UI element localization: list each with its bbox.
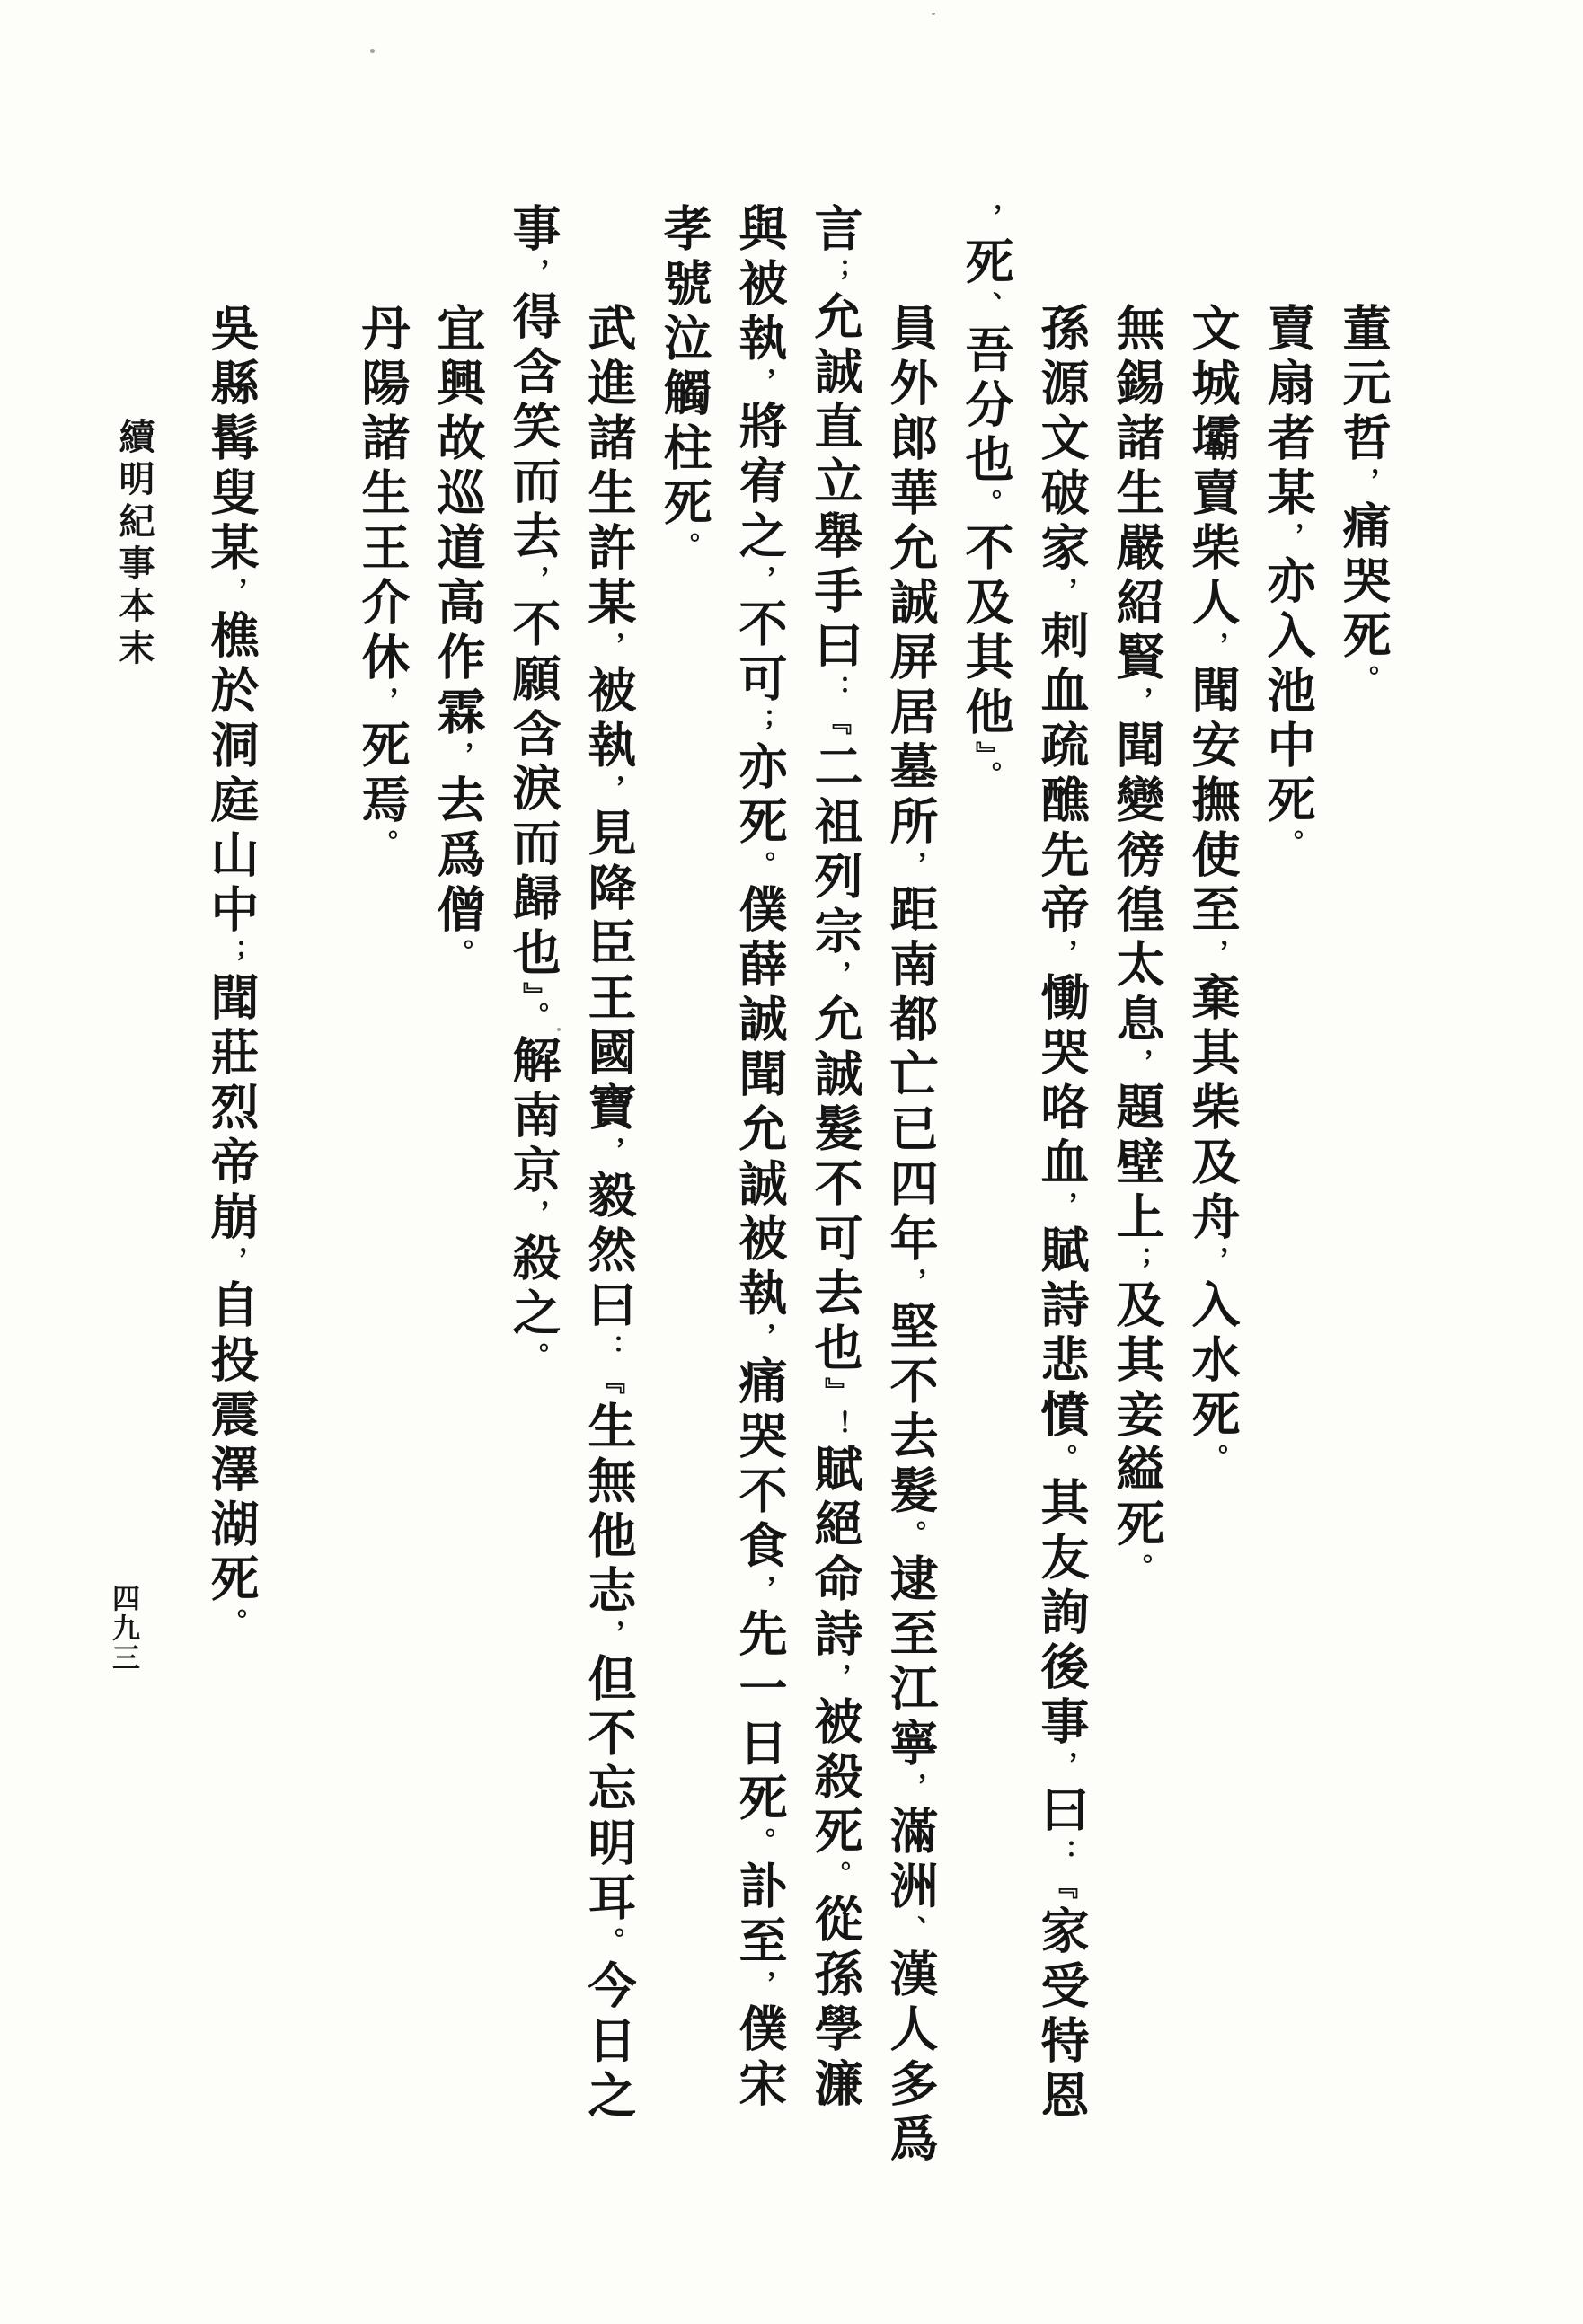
punctuation: 。 <box>217 1608 246 1641</box>
punctuation: 』 <box>518 982 548 1002</box>
punctuation: ， <box>971 203 1001 236</box>
text-column: 賣扇者某，亦入池中死。 <box>1260 303 1314 862</box>
punctuation: 。 <box>1273 829 1303 862</box>
punctuation: 。 <box>669 532 699 565</box>
punctuation: ： <box>594 1334 623 1367</box>
punctuation: ， <box>217 577 246 610</box>
punctuation: ， <box>594 774 623 808</box>
punctuation: ， <box>594 1620 623 1653</box>
text-column: 孝號泣觸柱死。 <box>657 203 711 565</box>
text-column: 董元哲，痛哭死。 <box>1336 303 1390 698</box>
punctuation: 。 <box>594 1927 623 1960</box>
punctuation: 』 <box>971 741 1001 761</box>
scan-speck <box>370 49 375 53</box>
main-text-block <box>193 203 1401 2215</box>
punctuation: ！ <box>820 1410 850 1444</box>
text-column: 孫源文破家，刺血疏醮先帝，慟哭咯血，賦詩悲憤。其友詢後事，曰：『家受特恩 <box>1034 303 1088 2125</box>
punctuation: ， <box>1198 632 1227 665</box>
punctuation: 。 <box>367 829 397 862</box>
punctuation: ， <box>518 1199 548 1233</box>
scan-speck <box>557 1028 561 1031</box>
scan-speck <box>932 13 935 15</box>
text-column: 丹陽諸生王介休，死焉。 <box>355 303 409 862</box>
punctuation: ， <box>1047 1191 1076 1224</box>
punctuation: 、 <box>896 1915 925 1948</box>
punctuation: ， <box>745 367 774 401</box>
punctuation: 。 <box>518 1342 548 1375</box>
punctuation: ， <box>217 1246 246 1279</box>
text-column: 文城壩賣柴人，聞安撫使至，棄其柴及舟，入水死。 <box>1185 303 1239 1477</box>
punctuation: ， <box>1198 939 1227 972</box>
punctuation: 。 <box>896 1520 925 1553</box>
punctuation: ， <box>745 1322 774 1356</box>
punctuation: ， <box>1349 467 1378 500</box>
text-column: 宜興故巡道高作霖，去爲僧。 <box>430 303 484 972</box>
text-column: 事，得含笑而去，不願含淚而歸也』。解南京，殺之。 <box>506 203 560 1375</box>
punctuation: ： <box>1047 1839 1076 1872</box>
punctuation: ， <box>896 1772 925 1806</box>
punctuation: ； <box>745 708 774 741</box>
punctuation: ， <box>1047 577 1076 610</box>
punctuation: 。 <box>1349 665 1378 698</box>
punctuation: 『 <box>594 1367 623 1401</box>
punctuation: ， <box>1047 1751 1076 1784</box>
punctuation: ， <box>594 1136 623 1170</box>
punctuation: ， <box>1273 522 1303 555</box>
punctuation: ， <box>820 1663 850 1696</box>
punctuation: ， <box>443 741 473 774</box>
punctuation: 。 <box>518 1002 548 1035</box>
punctuation: ， <box>1122 686 1152 720</box>
punctuation: ， <box>745 1970 774 2003</box>
punctuation: ， <box>1122 1048 1152 1082</box>
punctuation: ， <box>745 565 774 598</box>
punctuation: ， <box>518 258 548 291</box>
punctuation: 、 <box>971 291 1001 324</box>
running-title: 續明紀事本末 <box>114 418 155 671</box>
punctuation: 。 <box>820 1860 850 1894</box>
page-number: 四九三 <box>108 1584 139 1673</box>
text-column: 言；允誠直立舉手曰：『二祖列宗，允誠髮不可去也』！賦絕命詩，被殺死。從孫學濂 <box>808 203 862 2113</box>
punctuation: ， <box>518 565 548 598</box>
punctuation: ； <box>1122 1246 1152 1279</box>
punctuation: 。 <box>1047 1444 1076 1477</box>
punctuation: ； <box>217 939 246 972</box>
punctuation: 『 <box>820 708 850 741</box>
punctuation: 。 <box>745 851 774 884</box>
text-column: 吳縣髯叟某，樵於洞庭山中；聞莊烈帝崩，自投震澤湖死。 <box>204 303 258 1641</box>
punctuation: ， <box>896 851 925 884</box>
punctuation: 『 <box>1047 1872 1076 1905</box>
text-column: ，死、吾分也。不及其他』。 <box>959 203 1013 794</box>
punctuation: ， <box>896 1268 925 1301</box>
punctuation: 。 <box>1198 1444 1227 1477</box>
punctuation: ， <box>1198 1246 1227 1279</box>
punctuation: 。 <box>971 489 1001 522</box>
punctuation: 』 <box>820 1377 850 1410</box>
text-column: 武進諸生許某，被執，見降臣王國寶，毅然曰：『生無他志，但不忘明耳。今日之 <box>581 303 635 2125</box>
punctuation: ； <box>820 258 850 291</box>
punctuation: ， <box>367 686 397 720</box>
punctuation: 。 <box>443 939 473 972</box>
punctuation: ， <box>745 1575 774 1608</box>
text-column: 與被執，將宥之，不可；亦死。僕薛誠聞允誠被執，痛哭不食，先一日死。訃至，僕宋 <box>732 203 786 2113</box>
punctuation: ， <box>820 960 850 994</box>
punctuation: 。 <box>971 761 1001 794</box>
punctuation: ， <box>1047 939 1076 972</box>
text-column: 無錫諸生嚴紹賢，聞變徬徨太息，題壁上；及其妾縊死。 <box>1110 303 1163 1586</box>
punctuation: ， <box>594 632 623 665</box>
punctuation: ： <box>820 675 850 708</box>
text-column: 員外郎華允誠屏居墓所，距南都亡已四年，堅不去髮。逮至江寧，滿洲、漢人多爲 <box>883 303 937 2168</box>
punctuation: 。 <box>1122 1553 1152 1586</box>
punctuation: 。 <box>745 1827 774 1860</box>
